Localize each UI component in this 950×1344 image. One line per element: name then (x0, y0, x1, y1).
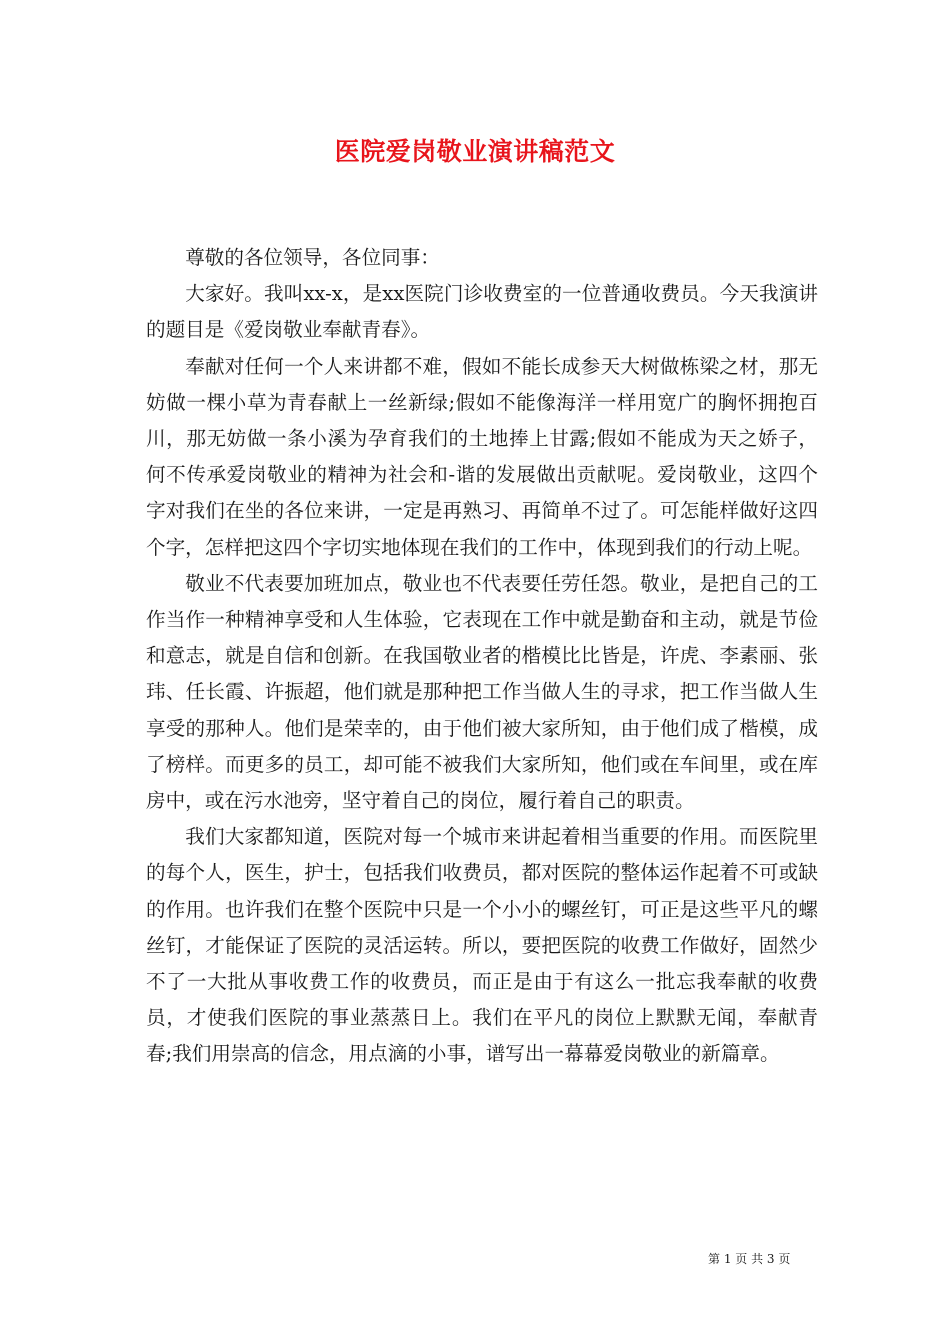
greeting: 尊敬的各位领导，各位同事： (185, 246, 440, 269)
paragraph-dedication-meaning: 敬业不代表要加班加点，敬业也不代表要任劳任怨。敬业，是把自己的工作当作一种精神享受和人生体验，它表现在工作中就是勤奋和主动，就是节俭和意志，就是自信和创新。在我国敬业者的楷模比比皆是，许虎、李素丽、张玮、任长霞、许振超，他们就是那种把工作当做人生的寻求，把工作当做人生享受的那种人。他们是荣幸的，由于他们被大家所知，由于他们成了楷模，成了榜样。而更多的员工，却可能不被我们大家所知，他们或在车间里，或在库房中，或在污水池旁，坚守着自己的岗位，履行着自己的职责。 (146, 571, 818, 813)
document-body (146, 240, 818, 1073)
document-title: 医院爱岗敬业演讲稿范文 (334, 137, 616, 166)
paragraph-dedication: 奉献对任何一个人来讲都不难，假如不能长成参天大树做栋梁之材，那无妨做一棵小草为青春献上一丝新绿;假如不能像海洋一样用宽广的胸怀拥抱百川，那无妨做一条小溪为孕育我们的土地捧上甘露;假如不能成为天之娇子，何不传承爱岗敬业的精神为社会和-谐的发展做出贡献呢。爱岗敬业，这四个字对我们在坐的各位来讲，一定是再熟习、再简单不过了。可怎能样做好这四个字，怎样把这四个字切实地体现在我们的工作中，体现到我们的行动上呢。 (146, 354, 818, 559)
paragraph-hospital-role: 我们大家都知道，医院对每一个城市来讲起着相当重要的作用。而医院里的每个人，医生，护士，包括我们收费员，都对医院的整体运作起着不可或缺的作用。也许我们在整个医院中只是一个小小的螺丝钉，可正是这些平凡的螺丝钉，才能保证了医院的灵活运转。所以，要把医院的收费工作做好，固然少不了一大批从事收费工作的收费员，而正是由于有这么一批忘我奉献的收费员，才使我们医院的事业蒸蒸日上。我们在平凡的岗位上默默无闻，奉献青春;我们用崇高的信念，用点滴的小事，谱写出一幕幕爱岗敬业的新篇章。 (146, 825, 818, 1066)
paragraph-intro: 大家好。我叫xx-x，是xx医院门诊收费室的一位普通收费员。今天我演讲的题目是《爱岗敬业奉献青春》。 (146, 282, 818, 342)
page-number: 第 1 页 共 3 页 (708, 1252, 791, 1266)
